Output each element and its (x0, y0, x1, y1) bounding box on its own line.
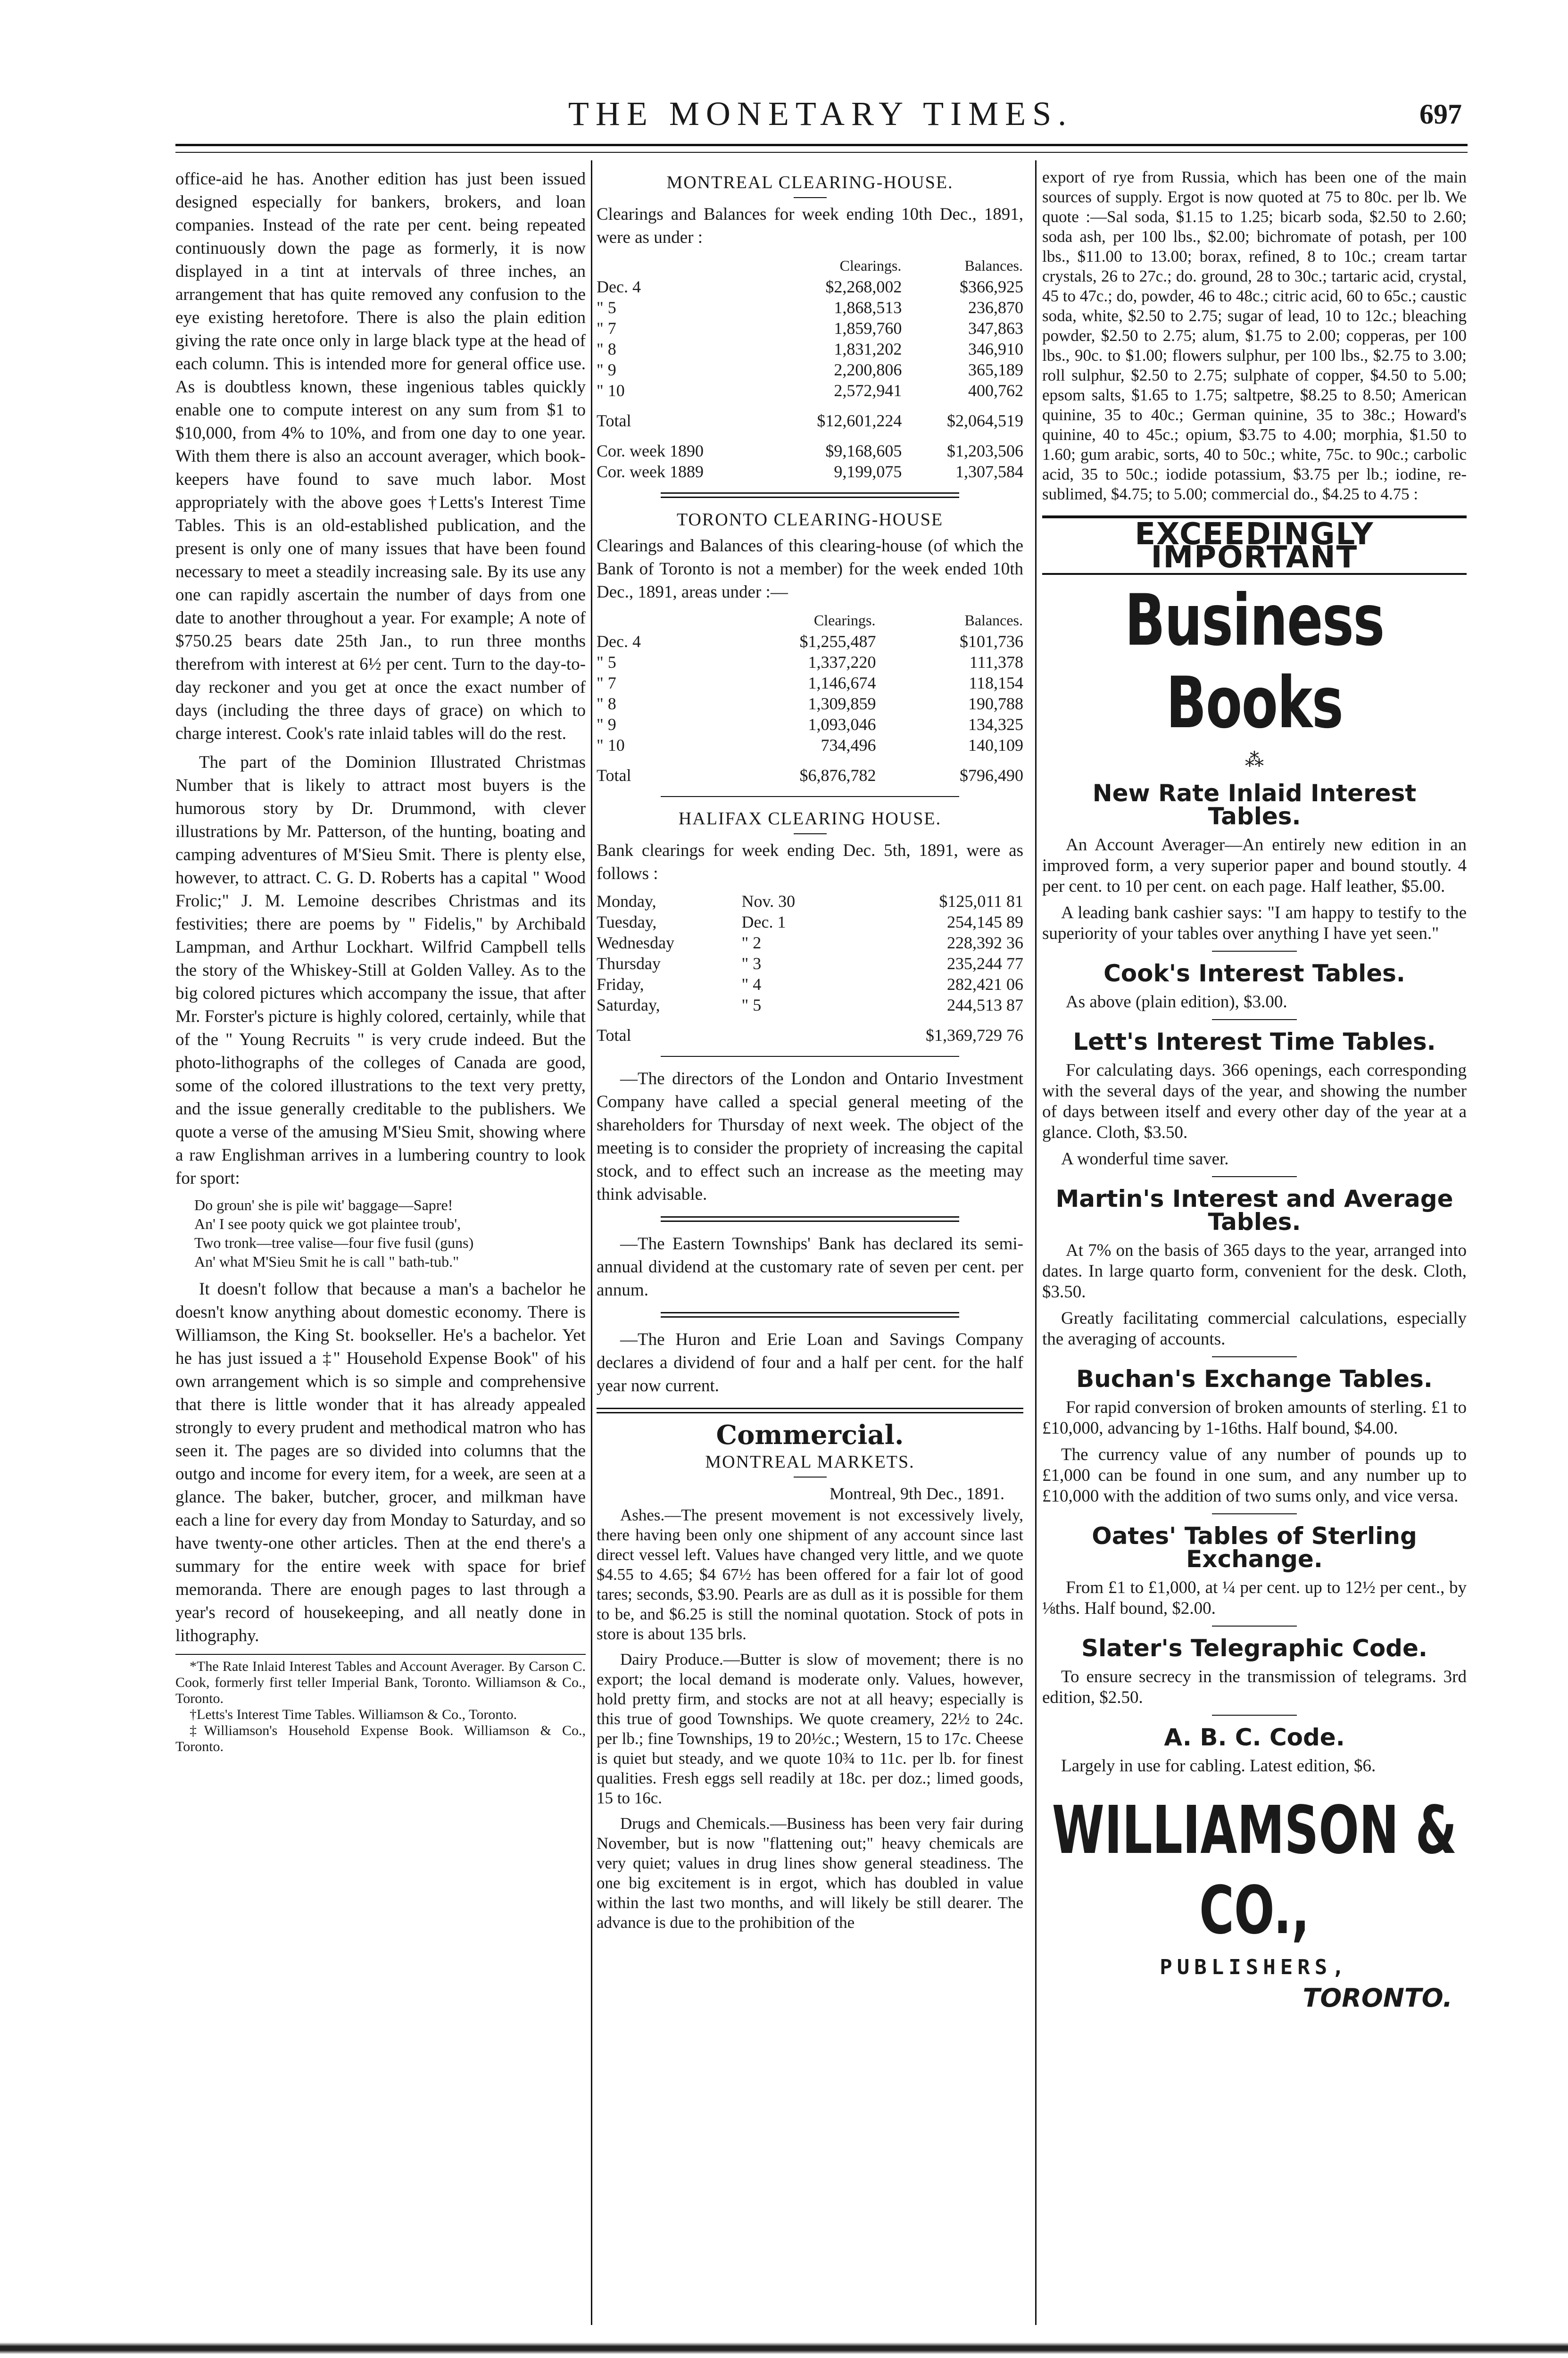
masthead (179, 94, 1462, 146)
table-row (597, 714, 1023, 735)
publishers-label: PUBLISHERS, (1160, 1955, 1349, 1979)
ornament-icon: ⁂ (1245, 749, 1264, 771)
section-heading: HALIFAX CLEARING HOUSE. (678, 809, 942, 829)
column-header: Balances. (964, 612, 1023, 629)
column-3 (1042, 167, 1467, 2013)
news-note: —The Huron and Erie Loan and Savings Company declares a dividend of four and a half per cent. for the half year now current. (597, 1330, 1023, 1395)
table-row (597, 318, 1023, 339)
toronto-clearing-table (597, 609, 1023, 786)
table-cell: Thursday (597, 954, 661, 973)
table-cell: $6,876,782 (799, 766, 876, 785)
verse-line: An' what M'Sieu Smit he is call " bath-tub." (194, 1253, 459, 1270)
header-rule (175, 144, 1468, 146)
section-heading: MONTREAL MARKETS. (705, 1452, 915, 1472)
table-cell: " 9 (597, 715, 616, 734)
table-cell: " 5 (597, 653, 616, 672)
table-cell: " 10 (597, 736, 625, 755)
table-cell: " 4 (741, 975, 762, 994)
verse-line: An' I see pooty quick we got plaintee troub', (194, 1215, 461, 1232)
table-cell: 346,910 (968, 340, 1023, 358)
table-cell: $2,064,519 (947, 411, 1023, 430)
table-cell: 134,325 (968, 715, 1023, 734)
table-cell: 244,513 87 (947, 996, 1023, 1014)
table-cell: Cor. week 1890 (597, 441, 704, 460)
table-cell: Wednesday (597, 933, 675, 952)
table-cell: Total (597, 1026, 631, 1045)
table-cell: $1,369,729 76 (926, 1026, 1023, 1045)
table-cell: Friday, (597, 975, 644, 994)
table-cell: 282,421 06 (947, 975, 1023, 994)
table-row (597, 339, 1023, 359)
table-cell: " 3 (741, 954, 762, 973)
table-row (597, 652, 1023, 673)
divider (1212, 1176, 1297, 1177)
table-cell: 235,244 77 (947, 954, 1023, 973)
table-row (597, 431, 1023, 461)
divider (1212, 1356, 1297, 1357)
table-cell: $9,168,605 (825, 441, 902, 460)
table-cell: 1,307,584 (955, 462, 1023, 481)
news-note: —The directors of the London and Ontario Investment Company have called a special general meeting of the shareholders for Thursday of next week. The object of the meeting is to consider the propriety of increasing the capital stock, and to effect such an increase as the meeting may think advisable. (597, 1069, 1023, 1204)
table-row (597, 276, 1023, 297)
divider (1212, 951, 1297, 952)
column-1 (175, 167, 586, 1755)
table-row (597, 673, 1023, 693)
table-cell: " 5 (597, 298, 616, 317)
divider (597, 1408, 1023, 1413)
book-description: A leading bank cashier says: "I am happy to testify to the superiority of your tables over anything I have yet seen." (1042, 903, 1467, 943)
table-row (597, 631, 1023, 652)
table-cell: " 8 (597, 694, 616, 713)
book-description: A wonderful time saver. (1061, 1149, 1229, 1169)
montreal-clearing-table (597, 255, 1023, 482)
book-title: Martin's Interest and Average Tables. (1055, 1185, 1453, 1236)
book-description: An Account Averager—An entirely new edition in an improved form, a very superior paper and bound stoutly. 4 per cent. to 10 per cent. on each page. Half leather, $5.00. (1042, 835, 1467, 896)
book-title: Buchan's Exchange Tables. (1076, 1365, 1433, 1393)
column-header: Clearings. (813, 612, 876, 629)
table-cell: 1,868,513 (834, 298, 902, 317)
divider (794, 197, 827, 198)
table-cell: Tuesday, (597, 913, 657, 931)
table-cell: " 9 (597, 360, 616, 379)
table-row (597, 461, 1023, 482)
book-title: Lett's Interest Time Tables. (1073, 1028, 1436, 1055)
table-cell: 9,199,075 (834, 462, 902, 481)
divider (1212, 1715, 1297, 1716)
table-cell: $796,490 (960, 766, 1023, 785)
divider (794, 833, 827, 834)
total-row (597, 401, 1023, 431)
verse-line: Two tronk—tree valise—four five fusil (guns) (194, 1234, 474, 1251)
divider (661, 796, 960, 797)
table-cell: 1,093,046 (808, 715, 876, 734)
table-cell: 190,788 (968, 694, 1023, 713)
book-description: Largely in use for cabling. Latest edition, $6. (1061, 1756, 1376, 1776)
table-row (597, 995, 1023, 1015)
table-cell: 118,154 (969, 673, 1023, 692)
table-cell: " 10 (597, 381, 625, 400)
table-cell: 1,859,760 (834, 319, 902, 338)
table-cell: 365,189 (968, 360, 1023, 379)
footnotes (175, 1654, 586, 1755)
halifax-clearing-table (597, 891, 1023, 1046)
table-cell: Total (597, 766, 631, 785)
table-cell: 347,863 (968, 319, 1023, 338)
table-cell: Dec. 1 (741, 913, 786, 931)
book-description: From £1 to £1,000, at ¼ per cent. up to 12½ per cent., by ⅛ths. Half bound, $2.00. (1042, 1578, 1467, 1618)
footnote: ‡Williamson's Household Expense Book. Williamson & Co., Toronto. (175, 1723, 586, 1754)
divider (661, 1056, 960, 1057)
book-description: The currency value of any number of pounds up to £1,000 can be found in one sum, and any number up to £10,000 with the addition of two sums only, and vice versa. (1042, 1445, 1467, 1506)
book-title: New Rate Inlaid Interest Tables. (1092, 780, 1417, 830)
verse-line: Do groun' she is pile wit' baggage—Sapre! (194, 1196, 453, 1213)
table-cell: 254,145 89 (947, 913, 1023, 931)
table-cell: $101,736 (960, 632, 1023, 651)
column-divider-2 (1035, 160, 1037, 2325)
table-cell: 140,109 (968, 736, 1023, 755)
divider (1212, 1626, 1297, 1627)
market-paragraph: Drugs and Chemicals.—Business has been very fair during November, but is now "flattening out;" heavy chemicals are very quiet; values in drug lines show general steadiness. The one big excitement is in ergot, which has doubled in value within the last two months, and will likely be still dearer. The advance is due to the prohibition of the (597, 1814, 1023, 1932)
table-cell: " 8 (597, 340, 616, 358)
divider (661, 492, 960, 498)
table-cell: Dec. 4 (597, 277, 641, 296)
table-cell: 1,337,220 (808, 653, 876, 672)
table-row (597, 932, 1023, 953)
book-title: A. B. C. Code. (1164, 1724, 1345, 1751)
section-heading: MONTREAL CLEARING-HOUSE. (666, 173, 954, 192)
page-edge-shadow (0, 2334, 1568, 2358)
section-heading: TORONTO CLEARING-HOUSE (676, 510, 944, 530)
column-header: Clearings. (839, 257, 902, 274)
dateline: Montreal, 9th Dec., 1891. (830, 1484, 1004, 1503)
table-cell: Nov. 30 (741, 892, 796, 911)
book-description: For calculating days. 366 openings, each corresponding with the several days of the year, and showing the number of days between itself and every other day of the year at a glance. Cloth, $3.50. (1042, 1061, 1467, 1142)
table-cell: " 7 (597, 319, 616, 338)
commercial-heading: Commercial. (716, 1420, 904, 1451)
table-cell: Monday, (597, 892, 656, 911)
section-intro: Clearings and Balances of this clearing-house (of which the Bank of Toronto is not a member) for the week ended 10th Dec., 1891, areas under :— (597, 536, 1023, 602)
book-description: To ensure secrecy in the transmission of telegrams. 3rd edition, $2.50. (1042, 1667, 1467, 1707)
table-cell: 400,762 (968, 381, 1023, 400)
table-cell: Cor. week 1889 (597, 462, 704, 481)
divider (1212, 1513, 1297, 1514)
column-divider-1 (591, 160, 592, 2325)
footnote: †Letts's Interest Time Tables. Williamson & Co., Toronto. (190, 1707, 517, 1722)
book-title: Cook's Interest Tables. (1103, 960, 1405, 987)
table-row (597, 891, 1023, 912)
table-cell: $12,601,224 (817, 411, 902, 430)
header-rule-thin (175, 152, 1468, 153)
publisher-name: WILLIAMSON & CO., (1052, 1792, 1457, 1949)
table-cell: $125,011 81 (939, 892, 1023, 911)
table-cell: 1,831,202 (834, 340, 902, 358)
table-row (597, 912, 1023, 932)
section-intro: Clearings and Balances for week ending 10th Dec., 1891, were as under : (597, 205, 1023, 247)
market-paragraph: Dairy Produce.—Butter is slow of movement; there is no export; the local demand is moderate only. Values, however, hold pretty firm, and stocks are not at all heavy; especially is this true of good Townships. We quote creamery, 22½ to 24c. per lb.; fine Townships, 19 to 20½c.; Western, 15 to 17c. Cheese is quiet but steady, and we quote 10¾ to 11c. per lb. for finest qualities. Fresh eggs sell readily at 18c. per doz.; limed goods, 15 to 16c. (597, 1650, 1023, 1807)
publication-title: THE MONETARY TIMES. (568, 95, 1073, 133)
total-row (597, 756, 1023, 786)
advertisement (1042, 515, 1467, 2013)
table-cell: 236,870 (968, 298, 1023, 317)
table-cell: 228,392 36 (947, 933, 1023, 952)
table-row (597, 359, 1023, 380)
table-cell: " 5 (741, 996, 762, 1014)
table-cell: 2,572,941 (834, 381, 902, 400)
book-description: As above (plain edition), $3.00. (1066, 992, 1287, 1012)
table-cell: Total (597, 411, 631, 430)
table-cell: " 2 (741, 933, 762, 952)
table-cell: " 7 (597, 673, 616, 692)
divider (1212, 1019, 1297, 1020)
table-cell: Saturday, (597, 996, 660, 1014)
market-paragraph: Ashes.—The present movement is not excessively lively, there having been only one shipment of any account since last direct vessel left. Values have changed very little, and we quote $4.55 to 4.65; $4 67½ has been offered for a fair lot of good tares; seconds, $3.90. Pearls are as dull as it is possible for them to be, and $6.25 is still the nominal quotation. Stock of pots in store is about 135 brls. (597, 1506, 1023, 1643)
article-paragraph: The part of the Dominion Illustrated Christmas Number that is likely to attract most buyers is the humorous story by Dr. Drummond, with clever illustrations by Mr. Patterson, of the hunting, boating and camping adventures of M'Sieu Smit. There is plenty else, however, to attract. C. G. D. Roberts has a capital " Wood Frolic;" J. M. Lemoine describes Christmas and its festivities; there are poems by " Fidelis," by Archibald Lampman, and Arthur Lockhart. Wilfrid Campbell tells the story of the Whiskey-Still at Golden Valley. As to the big colored pictures which accompany the issue, that after Mr. Forster's picture is highly colored, certainly, while that of the " Young Recruits " is very crude indeed. But the photo-lithographs of the colleges of Canada are good, some of the colored illustrations to the text very pretty, and the issue generally creditable to the publishers. We quote a verse of the amusing M'Sieu Smit, showing where a raw Englishman arrives in a lumbering country to look for sport: (175, 753, 586, 1188)
footnote: *The Rate Inlaid Interest Tables and Account Averager. By Carson C. Cook, formerly first teller Imperial Bank, Toronto. Williamson & Co., Toronto. (175, 1659, 586, 1706)
divider (661, 1312, 960, 1318)
ad-title: Business Books (1125, 580, 1384, 744)
publisher-city: TORONTO. (1303, 1983, 1452, 2013)
table-cell: 1,309,859 (808, 694, 876, 713)
book-description: For rapid conversion of broken amounts of sterling. £1 to £10,000, advancing by 1-16ths. Half bound, $4.00. (1042, 1398, 1467, 1438)
table-cell: 2,200,806 (834, 360, 902, 379)
article-paragraph: office-aid he has. Another edition has just been issued designed especially for bankers, brokers, and loan companies. Instead of the rate per cent. being repeated continuously down the page as formerly, it is now displayed in a tint at intervals of three inches, an arrangement that has quite removed any confusion to the eye existing heretofore. There is also the plain edition giving the rate once only in large black type at the head of each column. This is intended more for general office use. As is doubtless known, these ingenious tables quickly enable one to compute interest on any sum from $1 to $10,000, from 4% to 10%, and from one day to one year. With them there is also an account averager, which book-keepers have found to save much labor. Most appropriately with the above goes †Letts's Interest Time Tables. This is an old-established publication, and the present is only one of many issues that have been found necessary to meet a steadily increasing sale. By its use any one can rapidly ascertain the number of days from one date to another throughout a year. For example; A note of $750.25 bears date 25th Jan., to run three months therefrom with interest at 6½ per cent. Turn to the day-to-day reckoner and you get at once the exact number of days (including the three days of grace) on which to charge interest. Cook's rate inlaid tables will do the rest. (175, 169, 586, 743)
table-cell: Dec. 4 (597, 632, 641, 651)
table-cell: 734,496 (821, 736, 876, 755)
column-header: Balances. (964, 257, 1023, 274)
column-2 (597, 167, 1023, 1938)
total-row (597, 1015, 1023, 1046)
table-cell: 111,378 (969, 653, 1023, 672)
table-cell: 1,146,674 (808, 673, 876, 692)
table-row (597, 735, 1023, 756)
section-intro: Bank clearings for week ending Dec. 5th, 1891, were as follows : (597, 841, 1023, 883)
table-row (597, 693, 1023, 714)
ad-headline: EXCEEDINGLY IMPORTANT (1042, 523, 1467, 575)
book-title: Oates' Tables of Sterling Exchange. (1092, 1522, 1417, 1573)
divider (661, 1216, 960, 1222)
table-row (597, 953, 1023, 974)
news-note: —The Eastern Townships' Bank has declared its semi-annual dividend at the customary rate of seven per cent. per annum. (597, 1234, 1023, 1300)
table-cell: $1,255,487 (799, 632, 876, 651)
book-description: At 7% on the basis of 365 days to the year, arranged into dates. In large quarto form, convenient for the desk. Cloth, $3.50. (1042, 1241, 1467, 1302)
table-cell: $1,203,506 (947, 441, 1023, 460)
quoted-verse (185, 1196, 586, 1271)
table-cell: $366,925 (960, 277, 1023, 296)
market-paragraph: export of rye from Russia, which has been one of the main sources of supply. Ergot is now quoted at 75 to 80c. per lb. We quote :—Sal soda, $1.15 to 1.25; bicarb soda, $2.50 to 2.60; soda ash, per 100 lbs., $2.00; bichromate of potash, per 100 lbs., $11.00 to 13.00; borax, refined, 8 to 10c.; cream tartar crystals, 26 to 27c.; do. ground, 28 to 30c.; tartaric acid, crystal, 45 to 47c.; do, powder, 46 to 48c.; citric acid, 60 to 65c.; caustic soda, white, $2.50 to 2.75; sugar of lead, 10 to 12c.; bleaching powder, $2.50 to 2.75; alum, $1.75 to 2.00; copperas, per 100 lbs., 90c. to $1.00; flowers sulphur, per 100 lbs., $2.75 to 3.00; roll sulphur, $2.50 to 2.75; sulphate of copper, $4.50 to 5.00; epsom salts, $1.65 to 1.75; saltpetre, $8.25 to 8.50; American quinine, 35 to 40c.; German quinine, 35 to 38c.; Howard's quinine, 40 to 45c.; opium, $3.75 to 4.00; morphia, $1.50 to 1.60; gum arabic, sorts, 40 to 50c.; white, 75c. to 90c.; carbolic acid, 35 to 50c.; iodide potassium, $3.75 per lb.; iodine, re-sublimed, $4.75; to 5.00; commercial do., $4.25 to 4.75 : (1042, 168, 1467, 503)
table-row (597, 297, 1023, 318)
table-cell: $2,268,002 (825, 277, 902, 296)
table-row (597, 974, 1023, 995)
divider (794, 1477, 827, 1478)
table-row (597, 380, 1023, 401)
book-title: Slater's Telegraphic Code. (1081, 1635, 1427, 1662)
page-number: 697 (1419, 99, 1462, 130)
book-description: Greatly facilitating commercial calculations, especially the averaging of accounts. (1042, 1309, 1467, 1349)
article-paragraph: It doesn't follow that because a man's a bachelor he doesn't know anything about domestic economy. There is Williamson, the King St. bookseller. He's a bachelor. Yet he has just issued a ‡" Household Expense Book" of his own arrangement which is so simple and comprehensive that there is little wonder that it has already appealed strongly to every prudent and methodical matron who has seen it. The pages are so divided into columns that the outgo and income for every item, for a week, are seen at a glance. The baker, butcher, grocer, and milkman have each a line for every day from Monday to Saturday, and so have twenty-one other articles. Then at the end there's a summary for the entire week with space for brief memoranda. There are enough pages to last through a year's record of housekeeping, and all neatly done in lithography. (175, 1279, 586, 1645)
